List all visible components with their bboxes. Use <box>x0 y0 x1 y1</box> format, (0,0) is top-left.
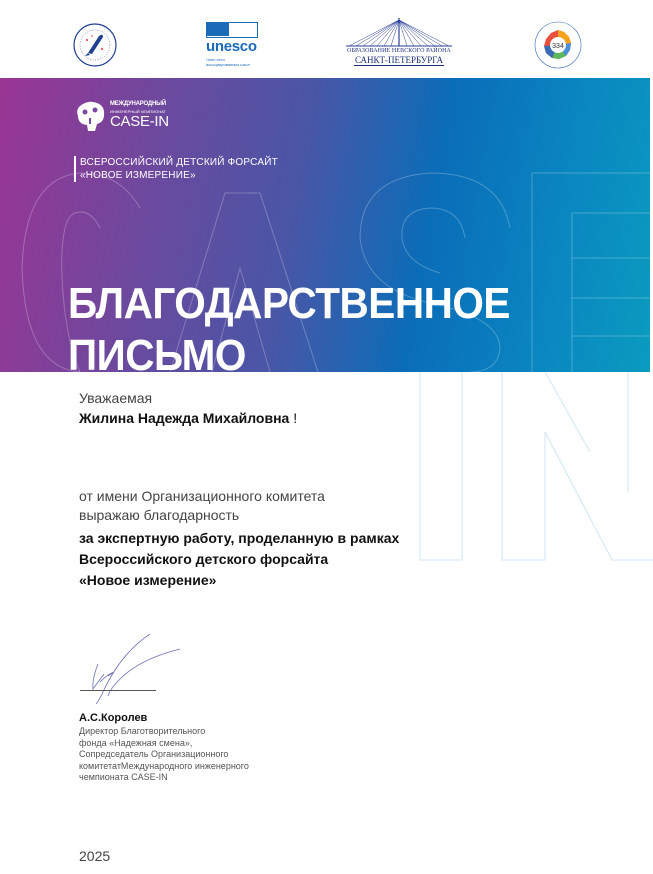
school-334-logo <box>533 20 583 70</box>
gratitude-intro-line2: выражаю благодарность <box>79 507 240 523</box>
gratitude-reason-line1: за экспертную работу, проделанную в рамках <box>79 530 400 546</box>
signer-name: А.С.Королев <box>79 712 148 724</box>
bridge-icon <box>344 18 454 48</box>
case-in-line1: МЕЖДУНАРОДНЫЙ <box>110 101 166 107</box>
document-title <box>68 278 510 372</box>
signer-role-line: фонда «Надежная смена», <box>79 737 193 748</box>
gratitude-reason-line3: «Новое измерение» <box>79 572 217 588</box>
forsait-title-line2: «НОВОЕ ИЗМЕРЕНИЕ» <box>80 170 196 181</box>
case-in-line2: ИНЖЕНЕРНЫЙ ЧЕМПИОНАТ <box>110 109 166 114</box>
unesco-subtitle: Член сети ассоциированных школ <box>206 57 250 67</box>
document-title-line1: БЛАГОДАРСТВЕННОЕ <box>68 279 510 328</box>
partner-logos <box>0 0 653 78</box>
forsait-logo <box>72 22 118 68</box>
svg-text:334: 334 <box>552 43 564 50</box>
case-in-logo <box>72 98 172 138</box>
forsait-title-line1: ВСЕРОССИЙСКИЙ ДЕТСКИЙ ФОРСАЙТ <box>80 157 278 168</box>
signer-role <box>79 726 299 784</box>
unesco-wordmark: unesco <box>206 38 257 55</box>
signer-role-line: чемпионата CASE-IN <box>79 772 168 782</box>
gratitude-reason-line2: Всероссийского детского форсайта <box>79 551 329 567</box>
nevsky-logo-line1: ОБРАЗОВАНИЕ НЕВСКОГО РАЙОНА <box>347 48 451 54</box>
signer-role-line: комитетатМеждународного инженерного <box>79 760 249 771</box>
gratitude-reason <box>79 528 399 591</box>
header-banner <box>0 78 650 372</box>
gear-badge-icon <box>533 20 583 70</box>
case-in-brand: CASE-IN <box>110 113 169 130</box>
document-year: 2025 <box>79 848 111 864</box>
gratitude-intro <box>79 487 325 525</box>
unesco-temple-icon <box>206 22 258 38</box>
signer-role-line: Директор Благотворительного <box>79 726 206 736</box>
nevsky-education-logo <box>344 18 454 66</box>
forsait-title <box>74 156 278 182</box>
signature-line <box>80 690 156 691</box>
greeting: Уважаемая <box>79 390 153 406</box>
nevsky-logo-line2: САНКТ-ПЕТЕРБУРГА <box>354 55 443 65</box>
recipient-name <box>79 410 297 426</box>
rocket-badge-icon <box>72 22 118 68</box>
brain-puzzle-icon <box>72 98 108 134</box>
recipient-full-name: Жилина Надежда Михайловна <box>79 410 290 426</box>
signer-role-line: Сопредседатель Организационного <box>79 749 229 759</box>
document-title-line2: ПИСЬМО <box>68 331 246 372</box>
unesco-logo <box>206 22 262 68</box>
recipient-suffix: ! <box>289 410 298 426</box>
gratitude-intro-line1: от имени Организационного комитета <box>79 488 325 504</box>
handwritten-signature <box>80 634 190 704</box>
